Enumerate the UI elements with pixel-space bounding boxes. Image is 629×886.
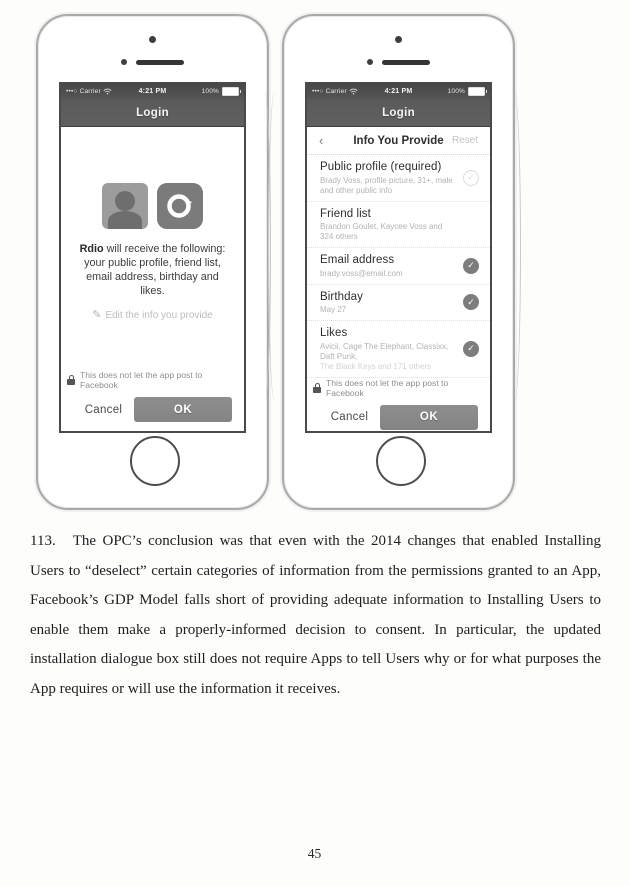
- app-name: Rdio: [79, 243, 104, 255]
- item-subtitle: brady.voss@email.com: [320, 268, 403, 278]
- list-item-likes[interactable]: [307, 321, 490, 378]
- item-subtitle: [320, 342, 456, 372]
- disclaimer-label: This does not let the app post to Facebook: [326, 377, 449, 398]
- item-subtitle-line2: The Black Keys and 171 others: [320, 361, 432, 371]
- signal-dots-icon: •••○: [312, 88, 324, 95]
- checkmark-icon[interactable]: ✓: [463, 341, 479, 357]
- item-subtitle-line1: Avicii, Cage The Elephant, Classixx, Daft Punk,: [320, 341, 449, 361]
- wifi-icon: [103, 88, 112, 95]
- item-subtitle: May 27: [320, 305, 347, 314]
- battery-percent-label: 100%: [201, 88, 220, 95]
- battery-icon: [468, 87, 485, 96]
- item-title: Friend list: [320, 207, 371, 220]
- phone-mockup-login-summary: [36, 14, 269, 510]
- paragraph-text: The OPC’s conclusion was that even with the 2014 changes that enabled Installing Users to “deselect” certain categories of information from the permissions granted to an App, Facebook’s GDP Model falls short of providing adequate information to Installing Users to enable them make a properly-informed decision to consent. In particular, the updated installation dialogue box still does not require Apps to tell Users why or for what purposes the App requires or will use the information it receives.: [30, 533, 601, 697]
- clock-label: 4:21 PM: [138, 88, 167, 95]
- carrier-label: Carrier: [79, 88, 101, 95]
- rdio-app-icon: [157, 183, 203, 229]
- list-item-friend-list[interactable]: [307, 202, 490, 249]
- speaker-icon: [382, 60, 430, 65]
- speaker-icon: [136, 60, 184, 65]
- no-post-disclaimer: [61, 370, 244, 390]
- item-subtitle: Brady Voss, profile picture, 31+, male and other public info: [320, 175, 453, 195]
- permission-description-text: will receive the following: your public profile, friend list, email address, birthday and likes.: [84, 243, 226, 297]
- info-you-provide-header: [307, 127, 490, 155]
- item-subtitle: Brandon Goulet, Kaycee Voss and 324 others: [320, 222, 443, 241]
- nav-title: Login: [136, 106, 169, 119]
- speaker-row: [284, 59, 513, 65]
- scan-artifact: [268, 92, 281, 402]
- phone1-screen: [59, 82, 246, 433]
- edit-info-label: Edit the info you provide: [105, 310, 213, 321]
- checkmark-icon[interactable]: ✓: [463, 258, 479, 274]
- app-icons-row: [61, 183, 244, 229]
- battery-icon: [222, 87, 239, 96]
- phone1-content: [61, 127, 244, 431]
- home-button[interactable]: [376, 436, 426, 486]
- wifi-icon: [349, 88, 358, 95]
- clock-label: 4:21 PM: [384, 88, 413, 95]
- nav-title: Login: [382, 106, 415, 119]
- edit-info-link[interactable]: [61, 308, 244, 321]
- cancel-button[interactable]: Cancel: [330, 411, 369, 423]
- pencil-icon: ✎: [92, 309, 102, 321]
- list-item-email-address[interactable]: [307, 248, 490, 285]
- reset-button[interactable]: Reset: [452, 135, 479, 146]
- item-title: Email address: [320, 254, 395, 266]
- rdio-logo-icon: [165, 191, 195, 221]
- status-bar: [307, 84, 490, 99]
- ok-button[interactable]: OK: [380, 405, 478, 430]
- back-chevron-icon[interactable]: ‹: [319, 133, 324, 148]
- item-title: Public profile (required): [320, 161, 442, 173]
- page-number: 45: [307, 846, 322, 861]
- item-title: Birthday: [320, 290, 363, 303]
- front-camera-icon: [367, 59, 373, 65]
- front-camera-icon: [121, 59, 127, 65]
- list-item-public-profile[interactable]: [307, 155, 490, 202]
- checkmark-icon[interactable]: ✓: [463, 170, 479, 186]
- item-title: Likes: [320, 327, 348, 339]
- speaker-row: [38, 59, 267, 65]
- permission-description: [75, 242, 230, 298]
- nav-bar: [307, 99, 490, 127]
- camera-dot-icon: [149, 36, 156, 43]
- dialog-buttons: [61, 390, 244, 431]
- disclaimer-label: This does not let the app post to Facebook: [80, 370, 203, 390]
- battery-percent-label: 100%: [447, 88, 466, 95]
- nav-bar: [61, 99, 244, 127]
- phone-mockup-info-you-provide: [282, 14, 515, 510]
- scan-artifact: [508, 92, 521, 402]
- home-button[interactable]: [130, 436, 180, 486]
- signal-dots-icon: •••○: [66, 88, 78, 95]
- user-profile-photo: [102, 183, 148, 229]
- list-item-birthday[interactable]: [307, 285, 490, 322]
- carrier-label: Carrier: [325, 88, 347, 95]
- no-post-disclaimer: [307, 378, 490, 398]
- camera-dot-icon: [395, 36, 402, 43]
- checkmark-icon[interactable]: ✓: [463, 294, 479, 310]
- ok-button[interactable]: OK: [134, 397, 232, 422]
- paragraph-number: 113.: [30, 533, 56, 549]
- info-you-provide-title: Info You Provide: [353, 134, 444, 147]
- dialog-buttons: [307, 398, 490, 434]
- lock-icon: [313, 383, 321, 393]
- phone2-screen: [305, 82, 492, 433]
- phone2-content: [307, 127, 490, 431]
- paragraph-113: [30, 527, 601, 704]
- lock-icon: [67, 375, 75, 385]
- status-bar: [61, 84, 244, 99]
- cancel-button[interactable]: Cancel: [84, 403, 123, 416]
